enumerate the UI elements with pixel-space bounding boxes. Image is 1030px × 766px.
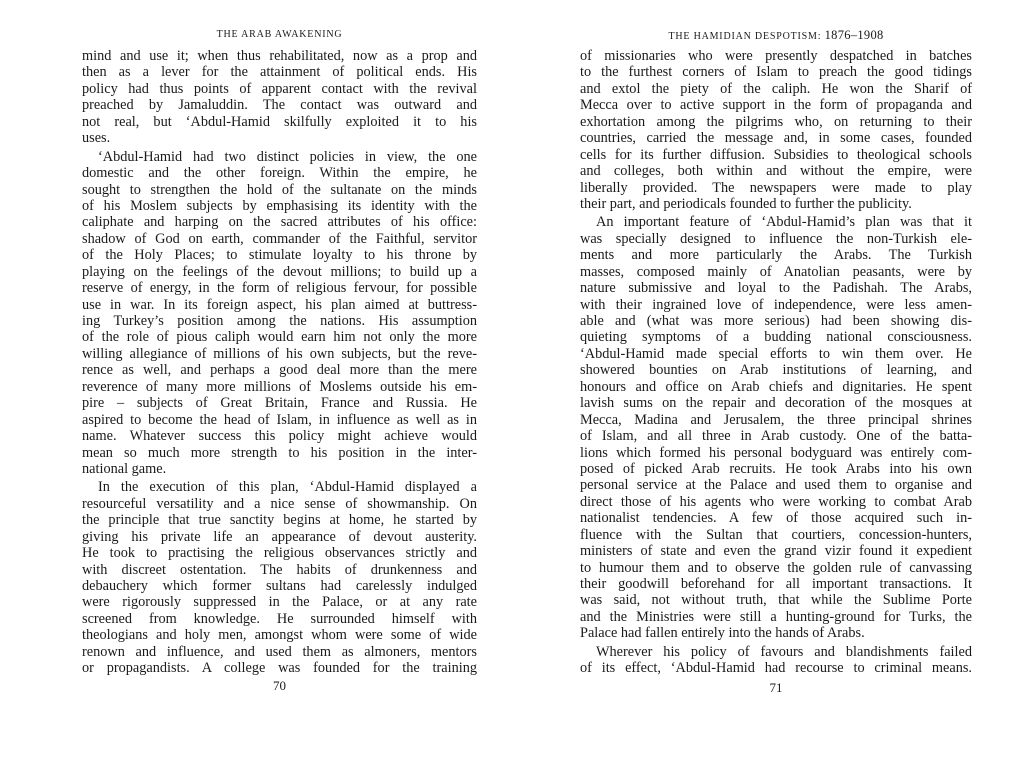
text-line: name. Whatever success this policy might achieve would (82, 428, 477, 445)
text-line: with discreet ostentation. The habits of drunkenness and (82, 561, 477, 578)
left-page (82, 28, 477, 693)
text-line: nationalist tendencies. A few of those acquired such in- (580, 510, 972, 527)
text-line: were rigorously suppressed in the Palace, or at any rate (82, 594, 477, 611)
text-line: quieting symptoms of a budding national consciousness. (580, 329, 972, 346)
text-line: fluence with the Sultan that courtiers, concession-hunters, (580, 526, 972, 543)
page-number: 71 (769, 680, 783, 695)
text-line: nature submissive and loyal to the Padishah. The Arabs, (580, 280, 972, 297)
text-line: In the execution of this plan, ‘Abdul-Hamid displayed a (98, 479, 477, 496)
text-line: personal service at the Palace and used them to organise and (580, 477, 972, 494)
text-line: caliphate and harping on the sacred attributes of his office: (82, 214, 477, 231)
text-line: was said, not without truth, that while the Sublime Porte (580, 592, 972, 609)
page-body (82, 48, 477, 677)
text-line: countries, carried the message and, in some cases, founded (580, 130, 972, 147)
text-line: posed of picked Arab recruits. He took Arabs into his own (580, 460, 972, 477)
text-line: to humour them and to observe the golden rule of canvassing (580, 559, 972, 576)
text-line: then as a lever for the attainment of political ends. His (82, 64, 477, 81)
text-line: Palace had fallen entirely into the hands of Arabs. (580, 625, 865, 642)
text-line: reserve of energy, in the form of religious fervour, for possible (82, 280, 477, 297)
text-line: Mecca, Madina and Jerusalem, the three principal shrines (580, 411, 972, 428)
text-line: or propagandists. A college was founded for the training (82, 660, 477, 677)
text-line: willing allegiance of millions of his own subjects, but the reve- (82, 345, 477, 362)
page-body (580, 48, 972, 677)
text-line: and extol the piety of the caliph. He won the Sharif of (580, 80, 972, 97)
text-line: cells for its further diffusion. Subsidies to theological schools (580, 146, 972, 163)
text-line: shadow of God on earth, commander of the Faithful, servitor (82, 230, 477, 247)
text-line: of the Holy Places; to stimulate loyalty to his throne by (82, 247, 477, 264)
text-line: lavish sums on the repair and decoration of the mosques at (580, 395, 972, 412)
text-line: An important feature of ‘Abdul-Hamid’s plan was that it (596, 214, 972, 231)
text-line: uses. (82, 130, 111, 147)
paragraph (82, 48, 477, 147)
text-line: mean so much more strength to his position in the inter- (82, 444, 477, 461)
paragraph (580, 48, 972, 212)
paragraph (82, 149, 477, 478)
text-line: theologians and holy men, amongst whom were some of wide (82, 627, 477, 644)
paragraph (82, 479, 477, 676)
text-line: rence as well, and perhaps a good deal more than the mere (82, 362, 477, 379)
text-line: resourceful versatility and a nice sense of showmanship. On (82, 495, 477, 512)
text-line: was specially designed to influence the non-Turkish ele- (580, 230, 972, 247)
text-line: their goodwill beforehand for all important transactions. It (580, 576, 972, 592)
text-line: preached by Jamaluddin. The contact was outward and (82, 97, 477, 114)
text-line: not real, but ‘Abdul-Hamid skilfully exploited it to his (82, 113, 477, 130)
text-line: of the role of pious caliph would earn him not only the more (82, 329, 477, 346)
text-line: their part, and periodicals founded to further the publicity. (580, 195, 912, 212)
text-line: pire – subjects of Great Britain, France and Russia. He (82, 395, 477, 412)
text-line: reverence of many more millions of Moslems outside his em- (82, 378, 477, 395)
text-line: playing on the feelings of the devout millions; to build up a (82, 263, 477, 280)
page-number: 70 (273, 678, 286, 693)
text-line: with their ingrained love of independence, were less amen- (580, 296, 972, 313)
running-head: THE ARAB AWAKENING (216, 29, 343, 40)
text-line: ‘Abdul-Hamid made special efforts to win them over. He (580, 345, 972, 362)
text-line: and the Ministries were still a hunting-ground for Turks, the (580, 608, 972, 625)
text-line: masses, composed mainly of Anatolian peasants, were by (580, 263, 972, 280)
text-line: Mecca over to active support in the form of propaganda and (580, 97, 972, 114)
text-line: liberally provided. The newspapers were made to play (580, 179, 972, 196)
running-head: THE HAMIDIAN DESPOTISM: 1876–1908 (668, 28, 884, 42)
text-line: able and (what was more serious) had been showing dis- (580, 313, 972, 329)
text-line: ministers of state and even the grand vizir found it expedient (580, 543, 972, 560)
text-line: renown and influence, and used them as almoners, mentors (82, 643, 477, 660)
text-line: of his Moslem subjects by emphasising its identity with the (82, 197, 477, 214)
text-line: domestic and the other foreign. Within the empire, he (82, 165, 477, 182)
text-line: of Islam, and all three in Arab custody. One of the batta- (580, 428, 972, 445)
text-line: He took to practising the religious observances strictly and (82, 545, 477, 562)
text-line: ments and more particularly the Arabs. The Turkish (580, 247, 972, 264)
text-line: lions which formed his personal bodyguard was entirely com- (580, 444, 972, 461)
text-line: exhortation among the pilgrims who, on returning to their (580, 113, 972, 130)
text-line: showered bounties on Arab institutions of learning, and (580, 362, 972, 379)
text-line: debauchery which former sultans had carelessly indulged (82, 578, 477, 594)
paragraph (580, 644, 972, 677)
running-head-years: 1876–1908 (824, 28, 884, 42)
text-line: to the furthest corners of Islam to preach the good tidings (580, 64, 972, 81)
text-line: Wherever his policy of favours and blandishments failed (596, 643, 972, 660)
text-line: of missionaries who were presently despatched in batches (580, 48, 972, 64)
text-line: and colleges, both within and without the empire, were (580, 163, 972, 180)
text-line: giving his private life an appearance of devout austerity. (82, 528, 477, 545)
text-line: of its effect, ‘Abdul-Hamid had recourse to criminal means. (580, 660, 972, 677)
text-line: sought to strengthen the hold of the sultanate on the minds (82, 181, 477, 198)
text-line: screened from knowledge. He surrounded himself with (82, 610, 477, 627)
text-line: the principle that true sanctity begins at home, he started by (82, 512, 477, 529)
text-line: mind and use it; when thus rehabilitated, now as a prop and (82, 48, 477, 64)
right-page (580, 28, 972, 695)
text-line: use in war. In its foreign aspect, his plan aimed at buttress- (82, 296, 477, 313)
text-line: national game. (82, 460, 167, 477)
text-line: direct those of his agents who were working to combat Arab (580, 493, 972, 510)
text-line: ing Turkey’s position among the nations. His assumption (82, 313, 477, 329)
text-line: aspired to become the head of Islam, in influence as well as in (82, 411, 477, 428)
paragraph (580, 214, 972, 641)
text-line: honours and office on Arab chiefs and dignitaries. He spent (580, 378, 972, 395)
text-line: ‘Abdul-Hamid had two distinct policies in view, the one (98, 148, 477, 165)
text-line: policy had thus points of apparent contact with the revival (82, 80, 477, 97)
